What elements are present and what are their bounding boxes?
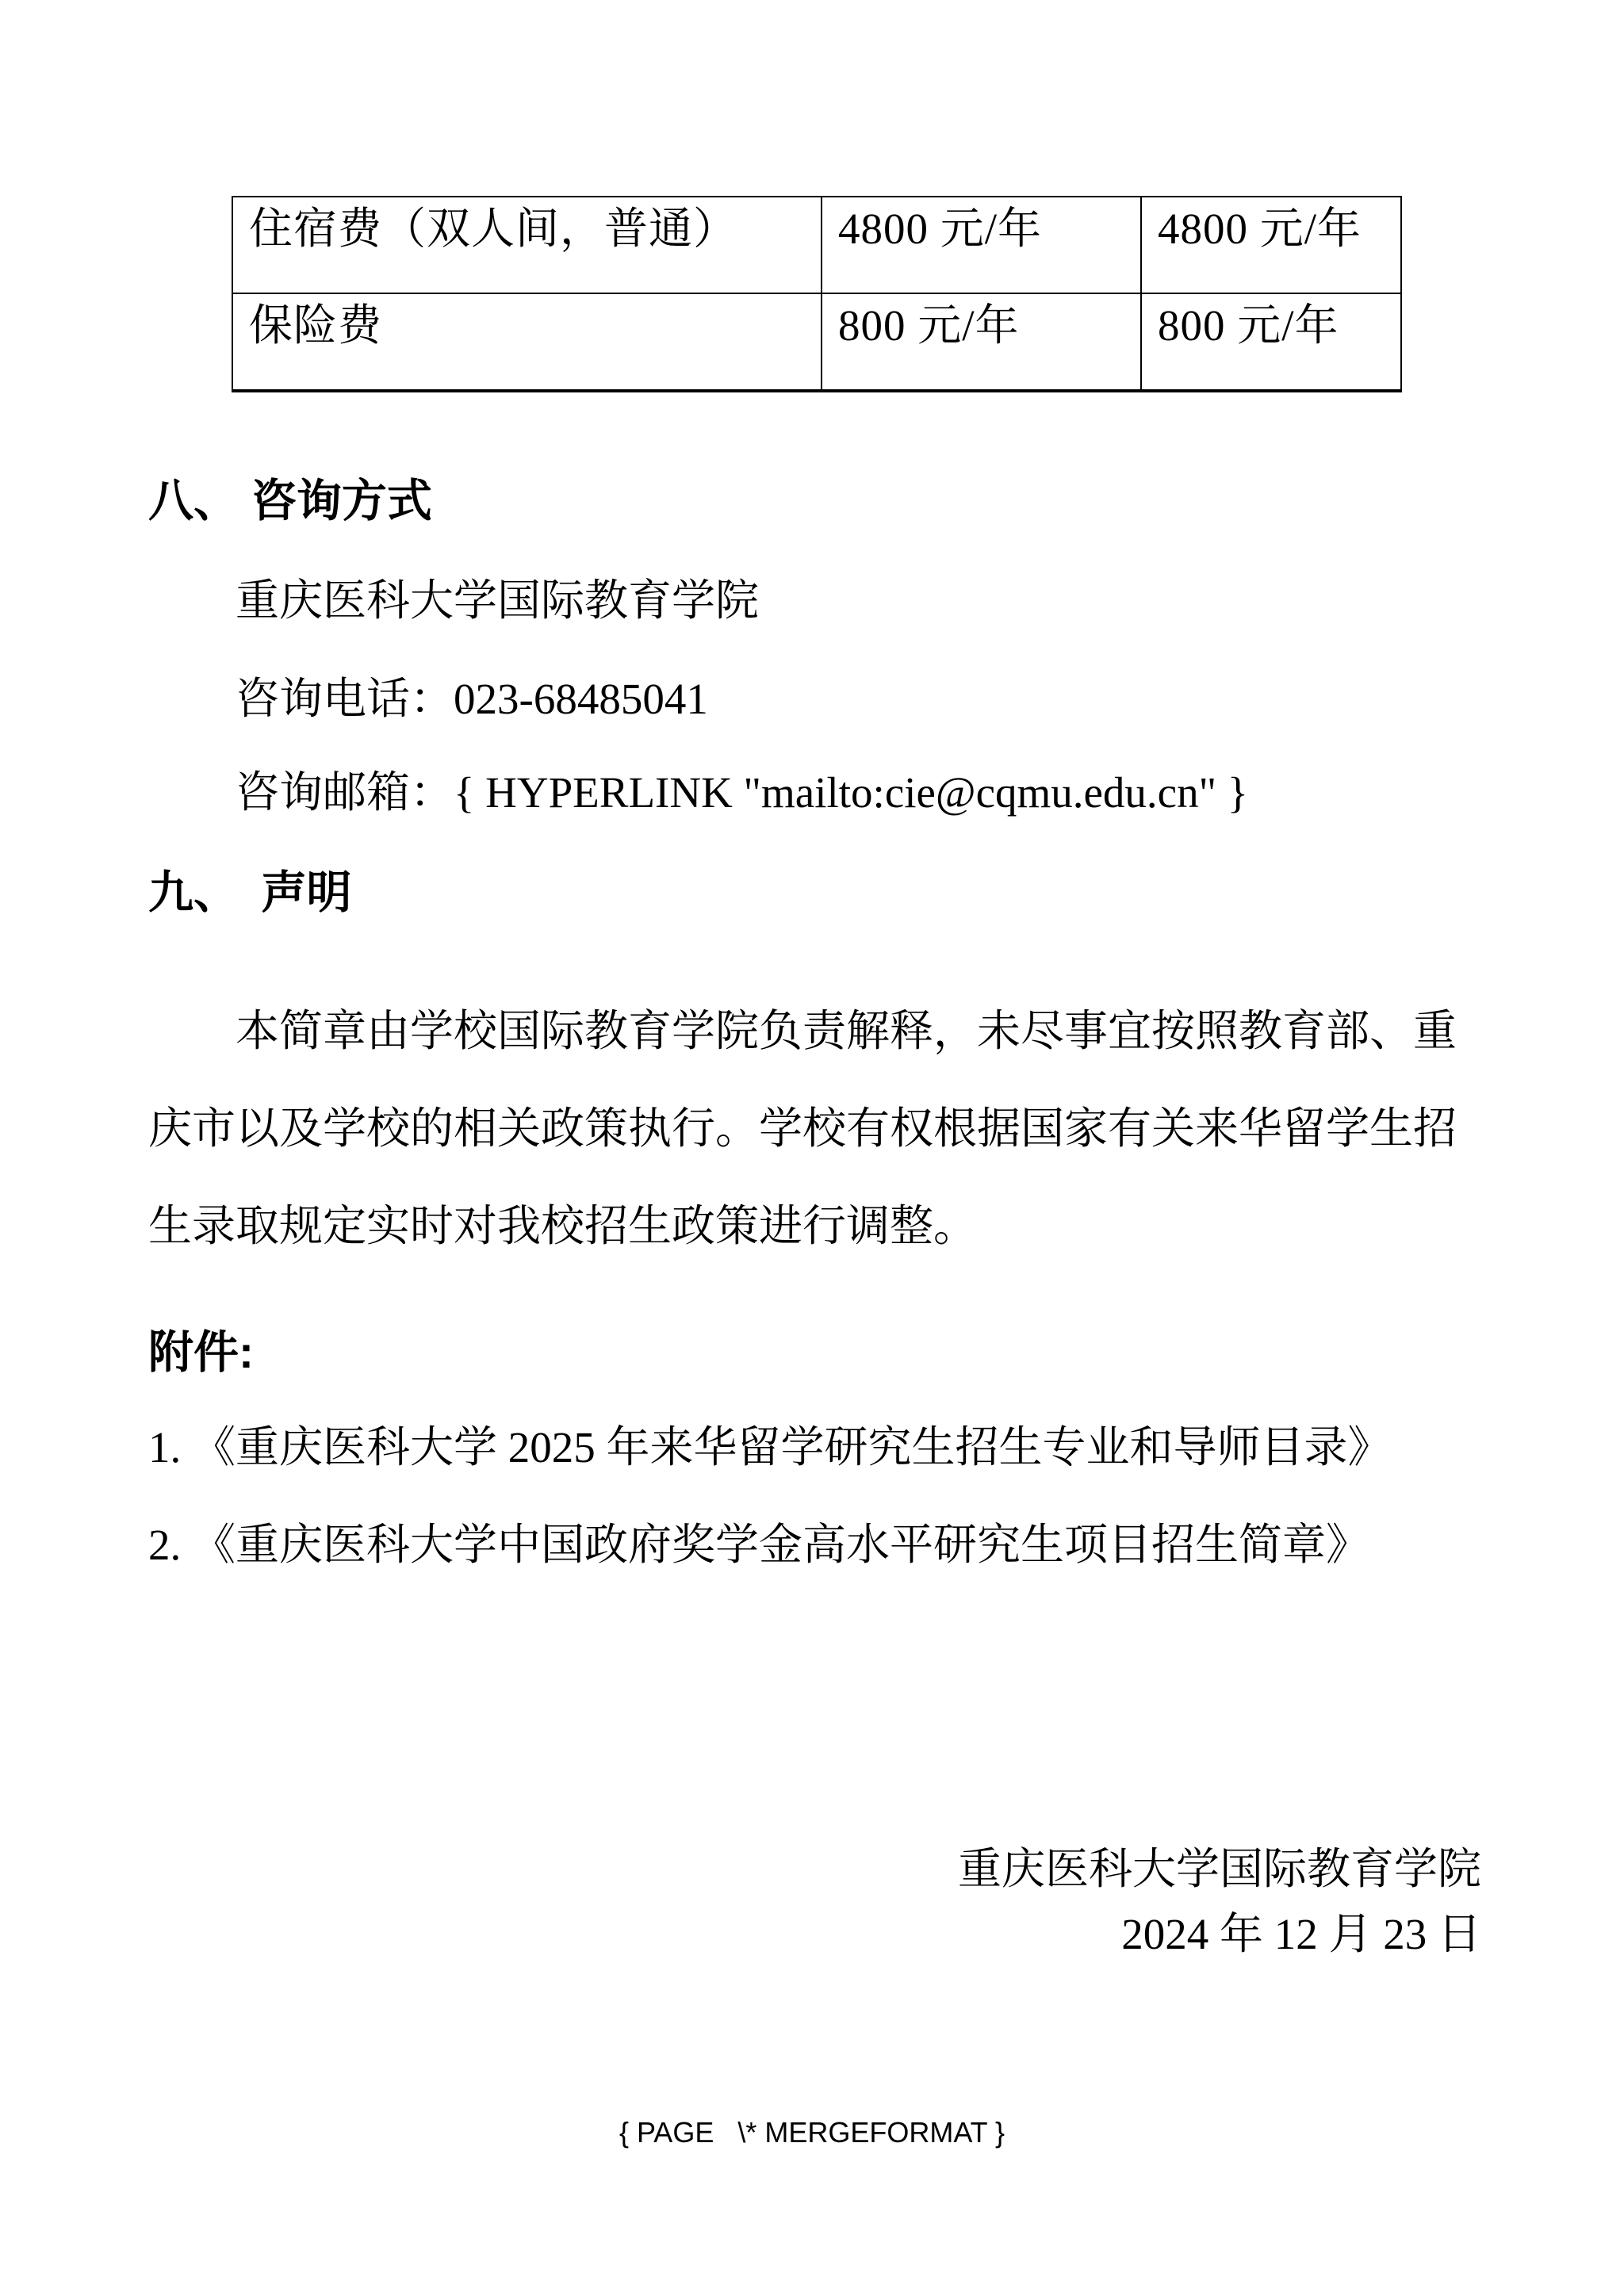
section-heading-consultation: 八、 咨询方式	[148, 476, 432, 526]
fee-value-insurance-1: 800 元/年	[822, 293, 1141, 391]
consultation-phone-line: 咨询电话：023-68485041	[236, 675, 708, 723]
fee-value-accommodation-1: 4800 元/年	[822, 197, 1141, 293]
fee-label-accommodation: 住宿费（双人间，普通）	[232, 197, 822, 293]
fee-value-accommodation-2: 4800 元/年	[1141, 197, 1401, 293]
consultation-email-hyperlink-field[interactable]: 咨询邮箱：{ HYPERLINK "mailto:cie@cqmu.edu.cn" }	[236, 768, 1249, 817]
page-number-field: { PAGE \* MERGEFORMAT }	[619, 2116, 1005, 2149]
signature-org-line: 重庆医科大学国际教育学院	[957, 1845, 1481, 1893]
table-row	[232, 293, 1401, 391]
statement-paragraph: 本简章由学校国际教育学院负责解释，未尽事宜按照教育部、重庆市以及学校的相关政策执行。学校有权根据国家有关来华留学生招生录取规定实时对我校招生政策进行调整。	[148, 1007, 1457, 1250]
section-heading-statement: 九、 声明	[148, 867, 352, 918]
attachment-item-1: 1. 《重庆医科大学 2025 年来华留学研究生招生专业和导师目录》	[148, 1423, 1392, 1471]
fee-label-insurance: 保险费	[232, 293, 822, 391]
signature-date-line: 2024 年 12 月 23 日	[1121, 1910, 1481, 1958]
fee-value-insurance-2: 800 元/年	[1141, 293, 1401, 391]
attachment-item-2: 2. 《重庆医科大学中国政府奖学金高水平研究生项目招生简章》	[148, 1521, 1370, 1569]
consultation-org-line: 重庆医科大学国际教育学院	[236, 576, 760, 625]
attachments-heading: 附件:	[148, 1327, 254, 1378]
table-row	[232, 197, 1401, 293]
fee-table	[232, 196, 1402, 392]
